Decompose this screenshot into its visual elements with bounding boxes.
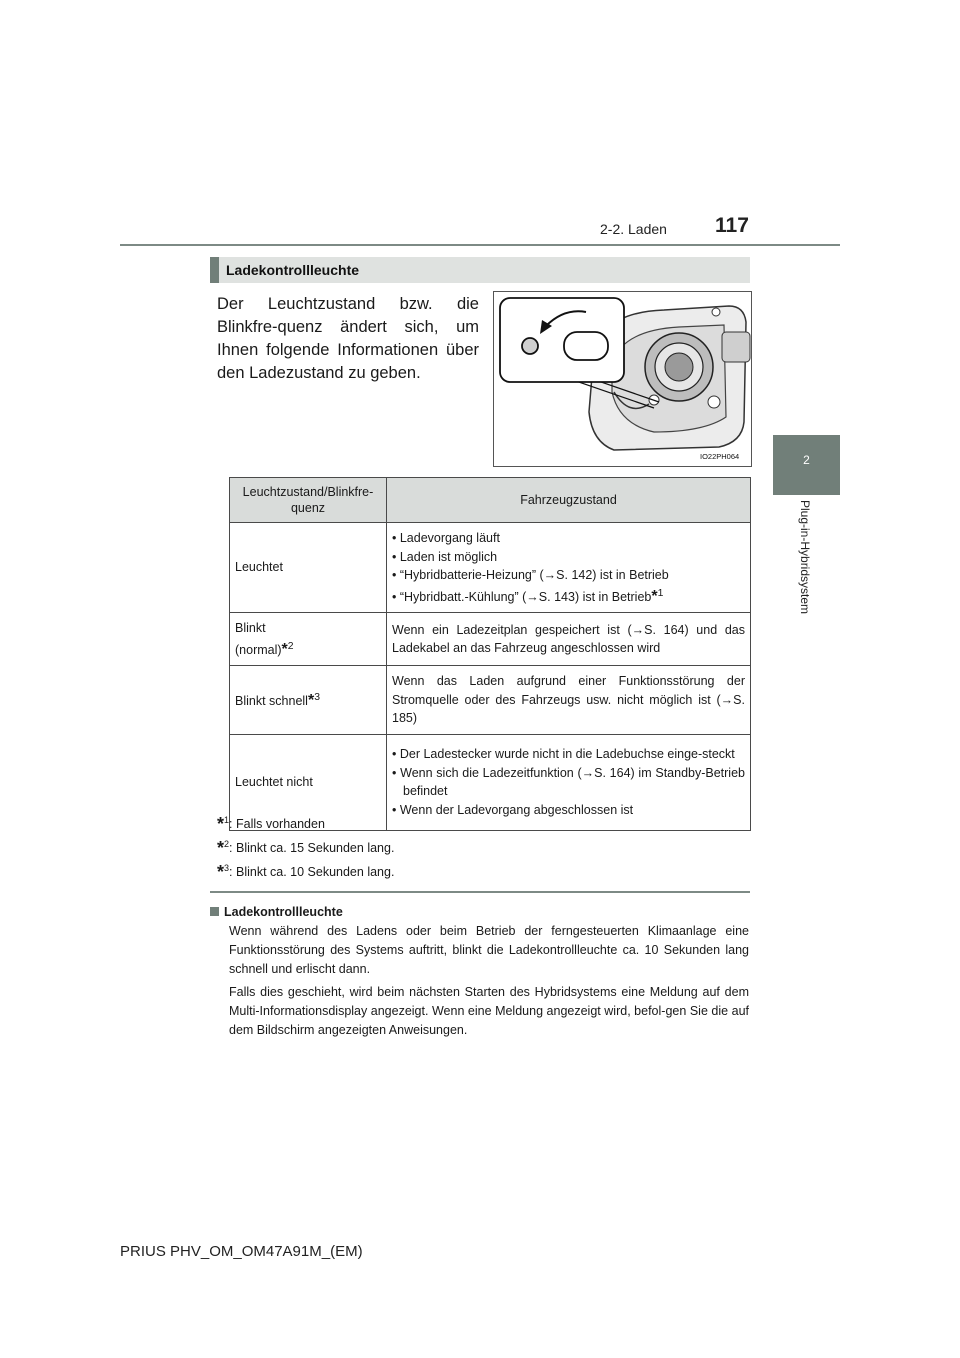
footnote-ref: 1 xyxy=(657,587,664,599)
list-item: • Wenn sich die Ladezeitfunktion (→S. 164) im Standby-Betrieb befindet xyxy=(392,765,745,799)
section-title: Ladekontrollleuchte xyxy=(226,262,360,278)
vehicle-state-cell: Wenn ein Ladezeitplan gespeichert ist (→S. 164) und das Ladekabel an das Fahrzeug angeschlossen wird xyxy=(387,613,751,666)
chapter-tab-number: 2 xyxy=(803,453,810,467)
footnote-ref: 2 xyxy=(287,640,294,652)
footnote: *$^1$: Falls vorhanden xyxy=(217,814,325,834)
list-item: • Wenn der Ladevorgang abgeschlossen ist xyxy=(392,802,634,817)
state-cell: Leuchtet nicht xyxy=(230,734,387,830)
list-item: • Der Ladestecker wurde nicht in die Ladebuchse einge-steckt xyxy=(392,747,735,762)
state-cell: Blinkt schnell*$^3$ xyxy=(230,666,387,735)
charging-port-illustration xyxy=(493,291,752,467)
vehicle-state-cell xyxy=(387,734,751,830)
list-item: • “Hybridbatt.-Kühlung” (→S. 143) ist in Betrieb*$^1$ xyxy=(392,587,664,605)
footnote: *$^3$: Blinkt ca. 10 Sekunden lang. xyxy=(217,862,395,882)
state-cell: Leuchtet xyxy=(230,523,387,613)
info-heading: Ladekontrollleuchte xyxy=(210,905,343,919)
intro-text: Der Leuchtzustand bzw. die Blinkfre-quenz ändert sich, um Ihnen folgende Informationen über den Ladezustand zu geben. xyxy=(217,295,479,382)
column-header-vehicle-state: Fahrzeugzustand xyxy=(387,478,751,523)
figure-code: IO22PH064 xyxy=(700,452,740,461)
table-row xyxy=(230,613,751,666)
table-header-row xyxy=(230,478,751,523)
charge-port-drawing xyxy=(494,292,751,466)
footnote-ref: 3 xyxy=(314,692,320,704)
table-row xyxy=(230,523,751,613)
vehicle-state-cell: Wenn das Laden aufgrund einer Funktionsstörung der Stromquelle oder des Fahrzeugs usw. nicht möglich ist (→S. 185) xyxy=(387,666,751,735)
state-cell: Blinkt (normal)*$^2$ xyxy=(230,613,387,666)
info-paragraph: Falls dies geschieht, wird beim nächsten Starten des Hybridsystems eine Meldung auf dem Multi-Informationsdisplay angezeigt. Wenn eine Meldung angezeigt wird, befol-gen Sie die auf dem Bildschirm angezeigten Anweisungen. xyxy=(229,985,749,1037)
vehicle-state-cell xyxy=(387,523,751,613)
list-item: • “Hybridbatterie-Heizung” (→S. 142) ist in Betrieb xyxy=(392,568,669,582)
charging-indicator-table xyxy=(229,477,751,831)
footnote: *$^2$: Blinkt ca. 15 Sekunden lang. xyxy=(217,838,395,858)
section-breadcrumb: 2-2. Laden xyxy=(600,221,667,237)
column-header-state: Leuchtzustand/Blinkfre-quenz xyxy=(230,478,387,523)
list-item: • Ladevorgang läuft xyxy=(392,531,500,545)
chapter-tab-label: Plug-in-Hybridsystem xyxy=(798,500,812,615)
table-row xyxy=(230,666,751,735)
list-item: • Laden ist möglich xyxy=(392,549,498,564)
page-number: 117 xyxy=(715,214,749,237)
info-paragraph: Wenn während des Ladens oder beim Betrieb der ferngesteuerten Klimaanlage eine Funktionsstörung des Systems auftritt, blinkt die Ladekontrollleuchte ca. 10 Sekunden lang schnell und erlischt dann. xyxy=(229,924,749,976)
square-bullet-icon xyxy=(210,907,219,916)
document-code: PRIUS PHV_OM_OM47A91M_(EM) xyxy=(120,1243,363,1260)
section-heading-marker xyxy=(210,257,219,283)
info-rule xyxy=(210,891,750,893)
header-rule xyxy=(120,244,840,246)
